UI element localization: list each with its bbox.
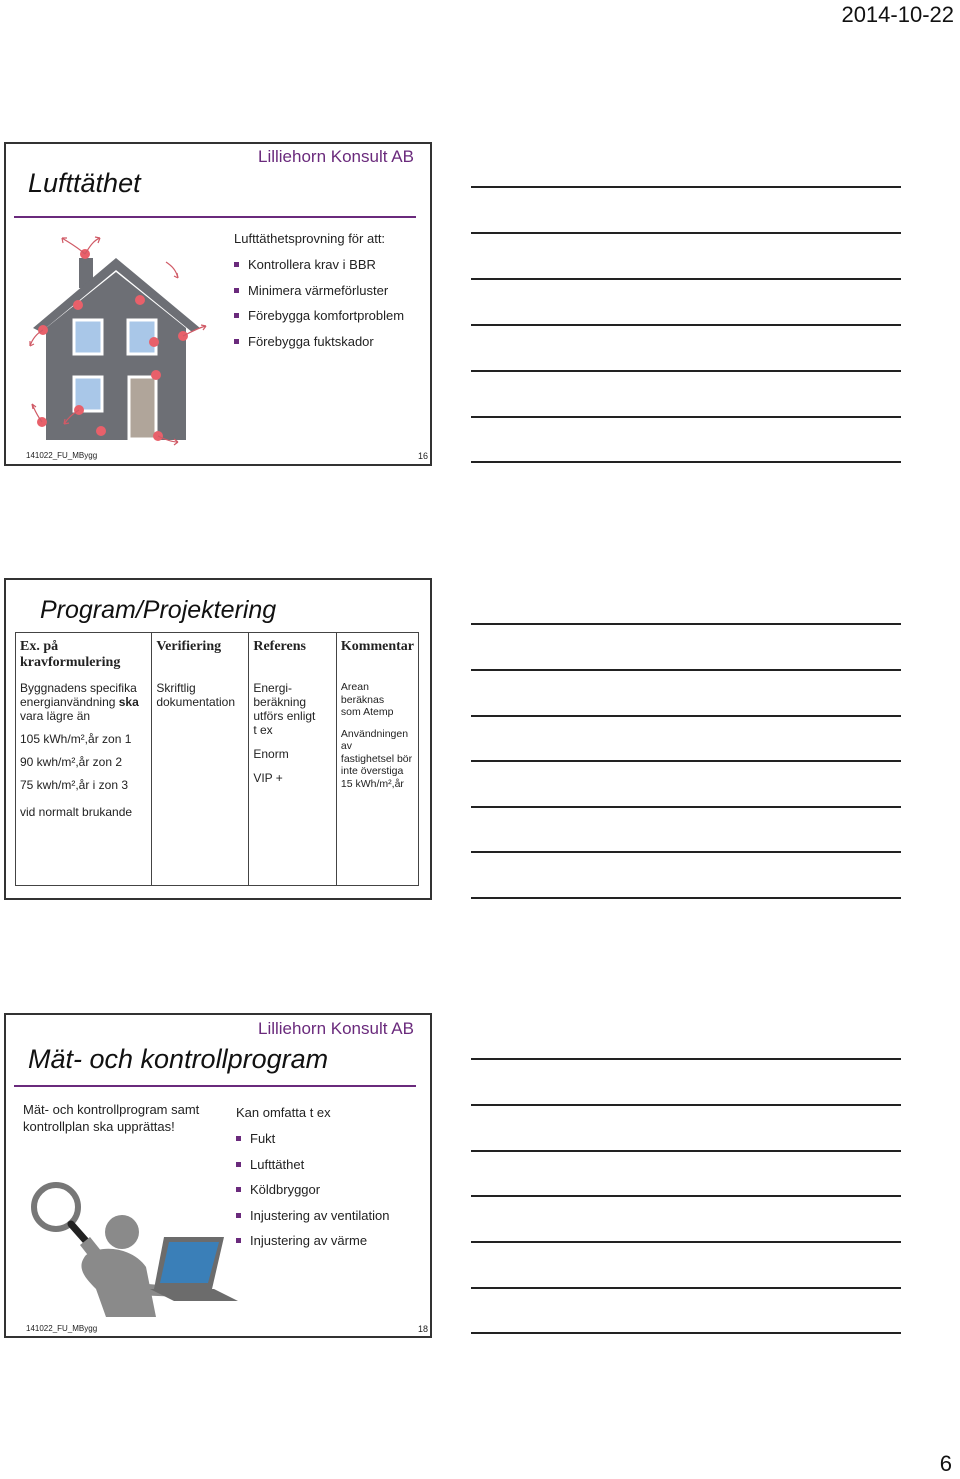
list-item: Injustering av ventilation <box>236 1208 389 1234</box>
cell-text: fastighetsel bör <box>340 752 413 765</box>
bullet-list <box>236 1131 389 1259</box>
slide-footer: 141022_FU_MBygg <box>26 1324 98 1333</box>
inspector-illustration <box>24 1177 244 1327</box>
slide-footer: 141022_FU_MBygg <box>26 451 98 460</box>
table-cell-comment <box>336 677 418 886</box>
table-cell-requirement <box>16 677 152 886</box>
cell-text: vara lägre än <box>20 709 91 723</box>
slide-18 <box>4 1013 432 1338</box>
table-cell-verification <box>152 677 249 886</box>
header-example: Ex. på kravformulering <box>20 639 121 670</box>
note-line <box>471 278 901 280</box>
note-line <box>471 324 901 326</box>
reference-vip: VIP + <box>253 771 283 785</box>
left-text-line: kontrollplan ska upprättas! <box>23 1119 175 1134</box>
note-line <box>471 370 901 372</box>
list-item: Kontrollera krav i BBR <box>234 257 404 283</box>
left-text-line: Mät- och kontrollprogram samt <box>23 1102 200 1117</box>
note-line <box>471 232 901 234</box>
page-number: 6 <box>939 1451 952 1476</box>
slide-title: Program/Projektering <box>40 596 277 624</box>
list-item: Köldbryggor <box>236 1182 389 1208</box>
intro-text: Lufttäthetsprovning för att: <box>234 231 386 246</box>
header-reference: Referens <box>253 639 306 654</box>
slide-17 <box>4 578 432 900</box>
note-line <box>471 715 901 717</box>
cell-text: Användningen av <box>340 727 409 752</box>
slide-title: Mät- och kontrollprogram <box>28 1044 329 1074</box>
note-line <box>471 806 901 808</box>
cell-text: t ex <box>253 723 273 737</box>
cell-text-emphasis: ska <box>118 695 139 709</box>
requirements-table <box>15 632 419 886</box>
table-header <box>152 633 249 678</box>
note-line <box>471 897 901 899</box>
note-line <box>471 186 901 188</box>
list-item: Lufttäthet <box>236 1157 389 1183</box>
cell-text: som Atemp <box>340 706 394 718</box>
brand-name: Lilliehorn Konsult AB <box>258 147 414 166</box>
brand-name: Lilliehorn Konsult AB <box>258 1019 414 1038</box>
table-header <box>336 633 418 678</box>
cell-text: dokumentation <box>156 695 236 709</box>
cell-text-part: energianvändning <box>20 695 119 709</box>
cell-text: Skriftlig <box>156 681 196 695</box>
table-cell-reference <box>249 677 337 886</box>
table-header <box>249 633 337 678</box>
slide-number: 16 <box>418 451 429 461</box>
list-item: Minimera värmeförluster <box>234 283 404 309</box>
house-illustration <box>16 228 216 460</box>
note-line <box>471 1241 901 1243</box>
note-line <box>471 623 901 625</box>
cell-text: 15 kWh/m²,år <box>340 777 404 790</box>
list-item: Fukt <box>236 1131 389 1157</box>
zone-3-value: 75 kwh/m²,år i zon 3 <box>20 778 129 792</box>
cell-text: Arean beräknas <box>340 681 385 706</box>
cell-text: inte överstiga <box>340 765 404 777</box>
reference-enorm: Enorm <box>253 747 289 761</box>
list-item: Injustering av värme <box>236 1233 389 1259</box>
note-line <box>471 760 901 762</box>
note-line <box>471 851 901 853</box>
document-date: 2014-10-22 <box>841 2 954 27</box>
note-line <box>471 1287 901 1289</box>
cell-text: beräkning <box>253 695 307 709</box>
cell-text: Byggnadens specifika <box>20 681 137 695</box>
cell-text <box>20 695 147 709</box>
slide-16 <box>4 142 432 466</box>
slide-title: Lufttäthet <box>28 168 141 198</box>
note-line <box>471 1150 901 1152</box>
note-line <box>471 1058 901 1060</box>
title-rule <box>14 216 416 218</box>
cell-text: Energi- <box>253 681 293 695</box>
cell-text: utförs enligt <box>253 709 316 723</box>
zone-2-value: 90 kwh/m²,år zon 2 <box>20 755 123 769</box>
table-header <box>16 633 152 678</box>
note-line <box>471 461 901 463</box>
header-verification: Verifiering <box>156 639 222 654</box>
header-comment: Kommentar <box>340 639 414 654</box>
usage-condition: vid normalt brukande <box>20 805 133 819</box>
zone-1-value: 105 kWh/m²,år zon 1 <box>20 732 132 746</box>
note-line <box>471 1332 901 1334</box>
note-line <box>471 1195 901 1197</box>
list-item: Förebygga fuktskador <box>234 334 404 360</box>
list-item: Förebygga komfortproblem <box>234 308 404 334</box>
note-line <box>471 1104 901 1106</box>
slide-number: 18 <box>418 1324 429 1334</box>
bullet-list <box>234 257 404 359</box>
note-line <box>471 669 901 671</box>
title-rule <box>14 1085 416 1087</box>
note-line <box>471 416 901 418</box>
left-text <box>23 1101 199 1135</box>
list-intro: Kan omfatta t ex <box>236 1105 331 1120</box>
